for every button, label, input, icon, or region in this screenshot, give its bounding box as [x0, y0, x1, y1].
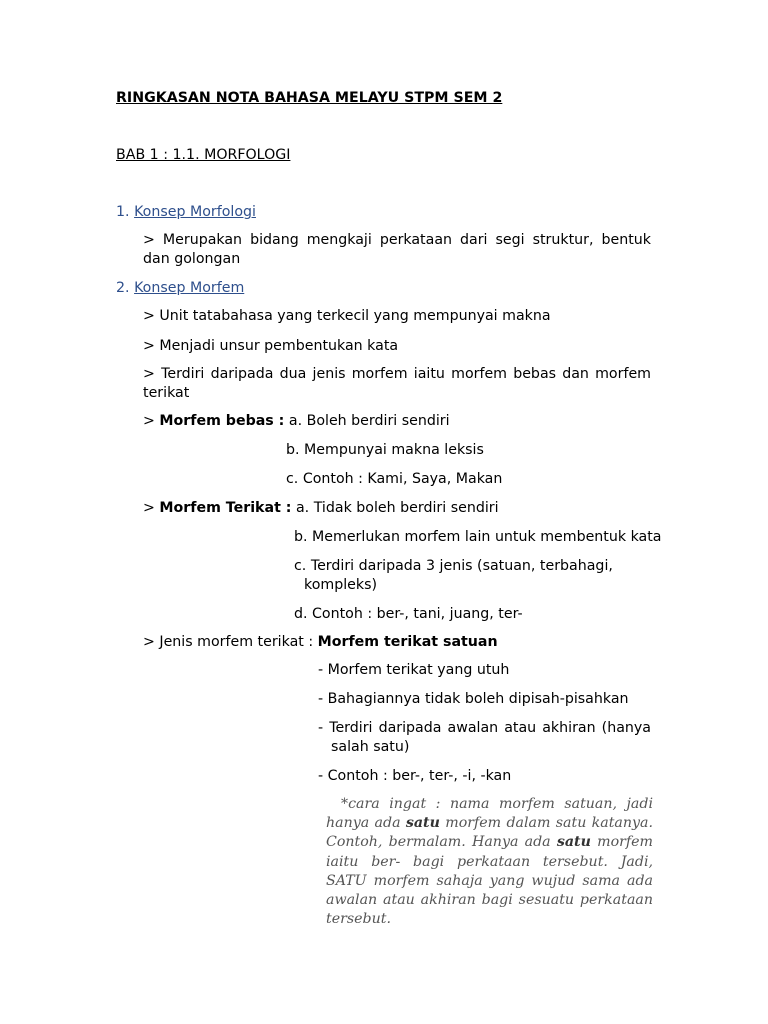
note-text-1: *cara ingat : nama morfem satuan, jadi hanya ada [326, 796, 653, 832]
jenis-morfem-label: Morfem terikat satuan [317, 634, 498, 650]
section-1-heading [116, 203, 256, 222]
morfem-bebas-label: Morfem bebas : [159, 413, 285, 429]
section-2-link[interactable]: Konsep Morfem [134, 280, 245, 296]
jenis-item-3-cont: salah satu) [331, 739, 410, 755]
memory-note [326, 795, 653, 929]
morfem-bebas-row [143, 412, 450, 431]
jenis-item-1: - Morfem terikat yang utuh [318, 662, 510, 678]
section-2-number: 2. [116, 280, 130, 296]
section-1-point: > Merupakan bidang mengkaji perkataan dari segi struktur, bentuk dan golongan [143, 232, 651, 267]
morfem-terikat-row [143, 499, 499, 518]
jenis-item-3: - Terdiri daripada awalan atau akhiran (hanya [318, 720, 651, 736]
morfem-bebas-prefix: > [143, 413, 160, 429]
morfem-terikat-item-d: d. Contoh : ber-, tani, juang, ter- [294, 606, 523, 622]
morfem-bebas-item-c: c. Contoh : Kami, Saya, Makan [286, 471, 503, 487]
section-1-link[interactable]: Konsep Morfologi [134, 204, 256, 220]
morfem-terikat-item-c: c. Terdiri daripada 3 jenis (satuan, terbahagi, [294, 558, 613, 574]
note-emphasis-1: satu [405, 815, 440, 832]
morfem-terikat-prefix: > [143, 500, 160, 516]
section-1-number: 1. [116, 204, 130, 220]
note-text-2: morfem dalam satu katanya. Contoh, bermalam. Hanya ada [326, 815, 653, 851]
document-title: RINGKASAN NOTA BAHASA MELAYU STPM SEM 2 [116, 90, 503, 106]
morfem-terikat-item-a: a. Tidak boleh berdiri sendiri [295, 500, 499, 516]
section-2-heading [116, 279, 244, 298]
jenis-item-2: - Bahagiannya tidak boleh dipisah-pisahkan [318, 691, 629, 707]
morfem-terikat-label: Morfem Terikat : [159, 500, 292, 516]
note-emphasis-2: satu [556, 834, 591, 851]
morfem-terikat-item-c-cont: kompleks) [304, 577, 378, 593]
jenis-item-4: - Contoh : ber-, ter-, -i, -kan [318, 768, 512, 784]
morfem-point-1: > Unit tatabahasa yang terkecil yang mempunyai makna [143, 308, 551, 324]
morfem-point-2: > Menjadi unsur pembentukan kata [143, 338, 399, 354]
morfem-bebas-item-b: b. Mempunyai makna leksis [286, 442, 484, 458]
note-text-3: morfem iaitu ber- bagi perkataan tersebut. Jadi, SATU morfem sahaja yang wujud sama ada awalan atau akhiran bagi sesuatu perkataan tersebut. [326, 834, 653, 928]
jenis-morfem-row [143, 633, 498, 652]
chapter-heading: BAB 1 : 1.1. MORFOLOGI [116, 147, 291, 163]
morfem-bebas-item-a: a. Boleh berdiri sendiri [288, 413, 450, 429]
jenis-morfem-prefix: > Jenis morfem terikat : [143, 634, 318, 650]
morfem-terikat-item-b: b. Memerlukan morfem lain untuk membentuk kata [294, 529, 662, 545]
morfem-point-3: > Terdiri daripada dua jenis morfem iaitu morfem bebas dan morfem terikat [143, 366, 651, 401]
